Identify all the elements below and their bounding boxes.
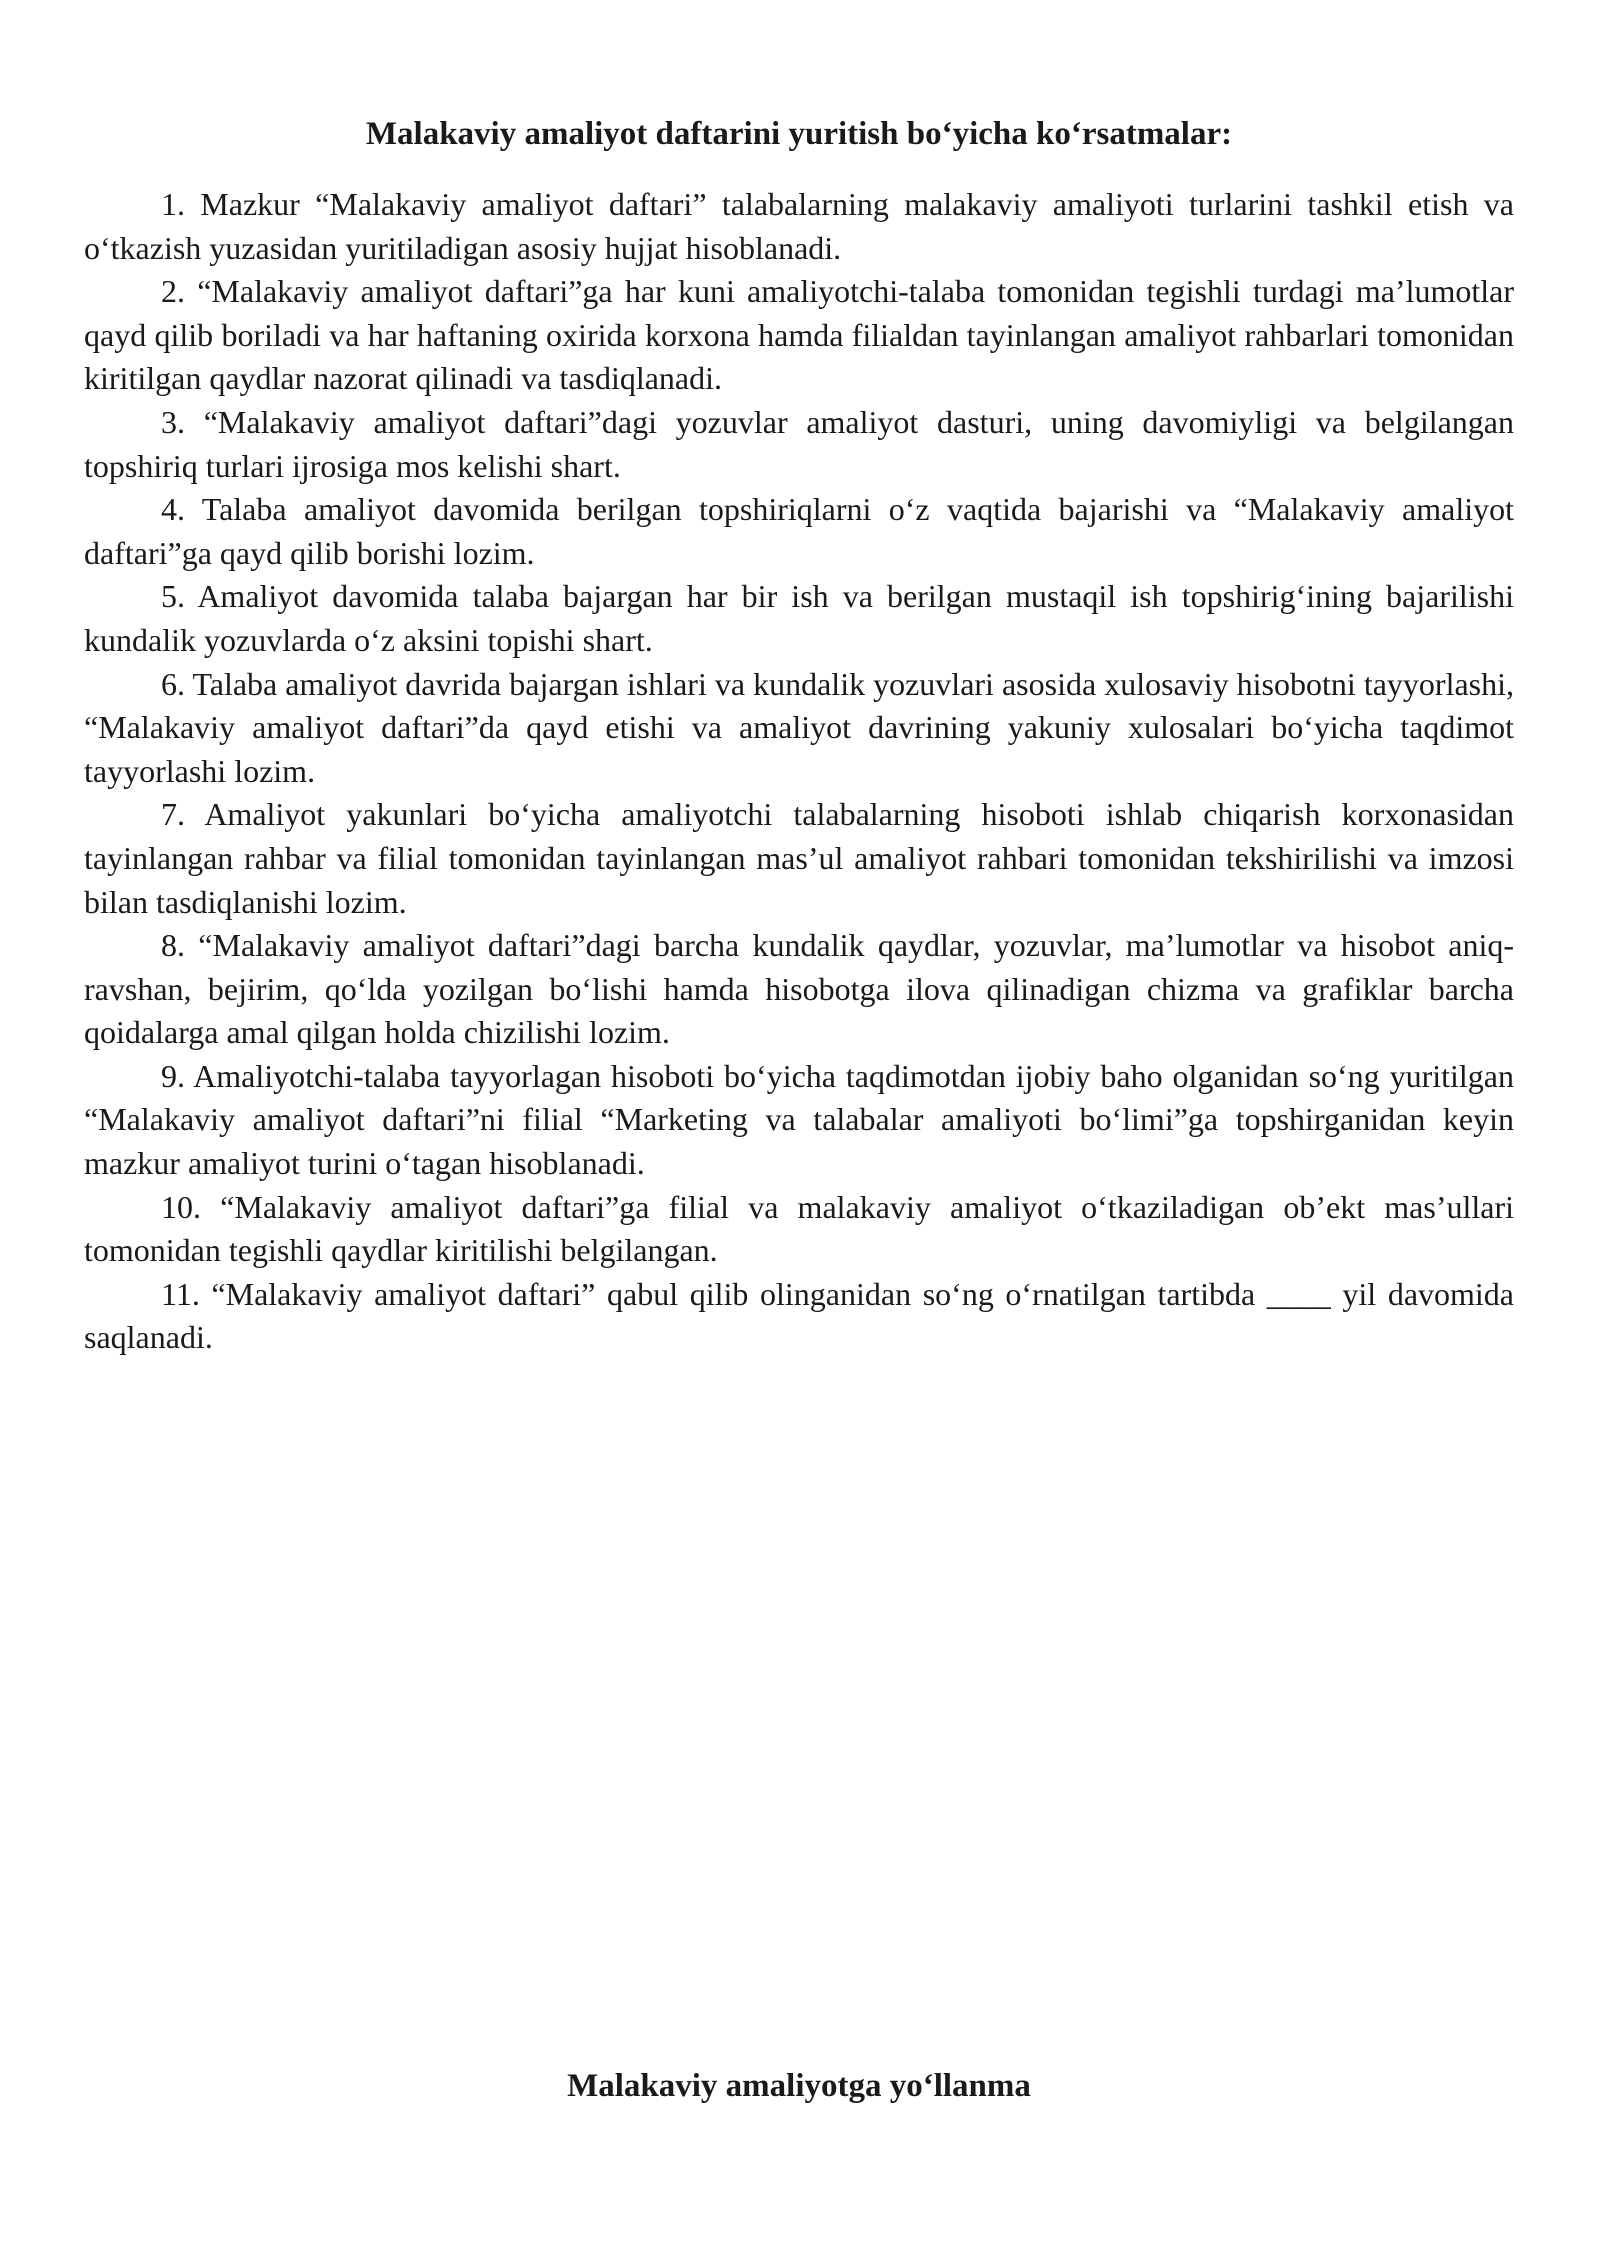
instruction-item-1: 1. Mazkur “Malakaviy amaliyot daftari” talabalarning malakaviy amaliyoti turlarini tashkil etish va o‘tkazish yuzasidan yuritiladigan asosiy hujjat hisoblanadi. [84,186,1514,266]
instruction-item-8: 8. “Malakaviy amaliyot daftari”dagi barcha kundalik qaydlar, yozuvlar, ma’lumotlar va hisobot aniq-ravshan, bejirim, qo‘lda yozilgan bo‘lishi hamda hisobotga ilova qilinadigan chizma va grafiklar barcha qoidalarga amal qilgan holda chizilishi lozim. [84,927,1514,1051]
instruction-item-7: 7. Amaliyot yakunlari bo‘yicha amaliyotchi talabalarning hisoboti ishlab chiqarish korxonasidan tayinlangan rahbar va filial tomonidan tayinlangan mas’ul amaliyot rahbari tomonidan tekshirilishi va imzosi bilan tasdiqlanishi lozim. [84,796,1514,920]
instruction-item-4: 4. Talaba amaliyot davomida berilgan topshiriqlarni o‘z vaqtida bajarishi va “Malakaviy amaliyot daftari”ga qayd qilib borishi lozim. [84,491,1514,571]
instruction-item-10: 10. “Malakaviy amaliyot daftari”ga filial va malakaviy amaliyot o‘tkaziladigan ob’ekt mas’ullari tomonidan tegishli qaydlar kiritilishi belgilangan. [84,1188,1514,1269]
section-heading-referral: Malakaviy amaliyotga yo‘llanma [567,2068,1031,2104]
instruction-item-11: 11. “Malakaviy amaliyot daftari” qabul qilib olinganidan so‘ng o‘rnatilgan tartibda ____ yil davomida saqlanadi. [84,1275,1514,1356]
instructions-list [84,183,1514,1360]
page-title: Malakaviy amaliyot daftarini yuritish bo‘yicha ko‘rsatmalar: [365,116,1233,152]
instruction-item-9: 9. Amaliyotchi-talaba tayyorlagan hisoboti bo‘yicha taqdimotdan ijobiy baho olganidan so‘ng yuritilgan “Malakaviy amaliyot daftari”ni filial “Marketing va talabalar amaliyoti bo‘limi”ga topshirganidan keyin mazkur amaliyot turini o‘tagan hisoblanadi. [84,1057,1514,1182]
instruction-item-3: 3. “Malakaviy amaliyot daftari”dagi yozuvlar amaliyot dasturi, uning davomiyligi va belgilangan topshiriq turlari ijrosiga mos kelishi shart. [84,403,1514,484]
instruction-item-2: 2. “Malakaviy amaliyot daftari”ga har kuni amaliyotchi-talaba tomonidan tegishli turdagi ma’lumotlar qayd qilib boriladi va har haftaning oxirida korxona hamda filialdan tayinlangan amaliyot rahbarlari tomonidan kiritilgan qaydlar nazorat qilinadi va tasdiqlanadi. [84,273,1514,397]
instruction-item-6: 6. Talaba amaliyot davrida bajargan ishlari va kundalik yozuvlari asosida xulosaviy hisobotni tayyorlashi, “Malakaviy amaliyot daftari”da qayd etishi va amaliyot davrining yakuniy xulosalari bo‘yicha taqdimot tayyorlashi lozim. [84,665,1514,789]
instruction-item-5: 5. Amaliyot davomida talaba bajargan har bir ish va berilgan mustaqil ish topshirig‘ining bajarilishi kundalik yozuvlarda o‘z aksini topishi shart. [84,578,1514,658]
